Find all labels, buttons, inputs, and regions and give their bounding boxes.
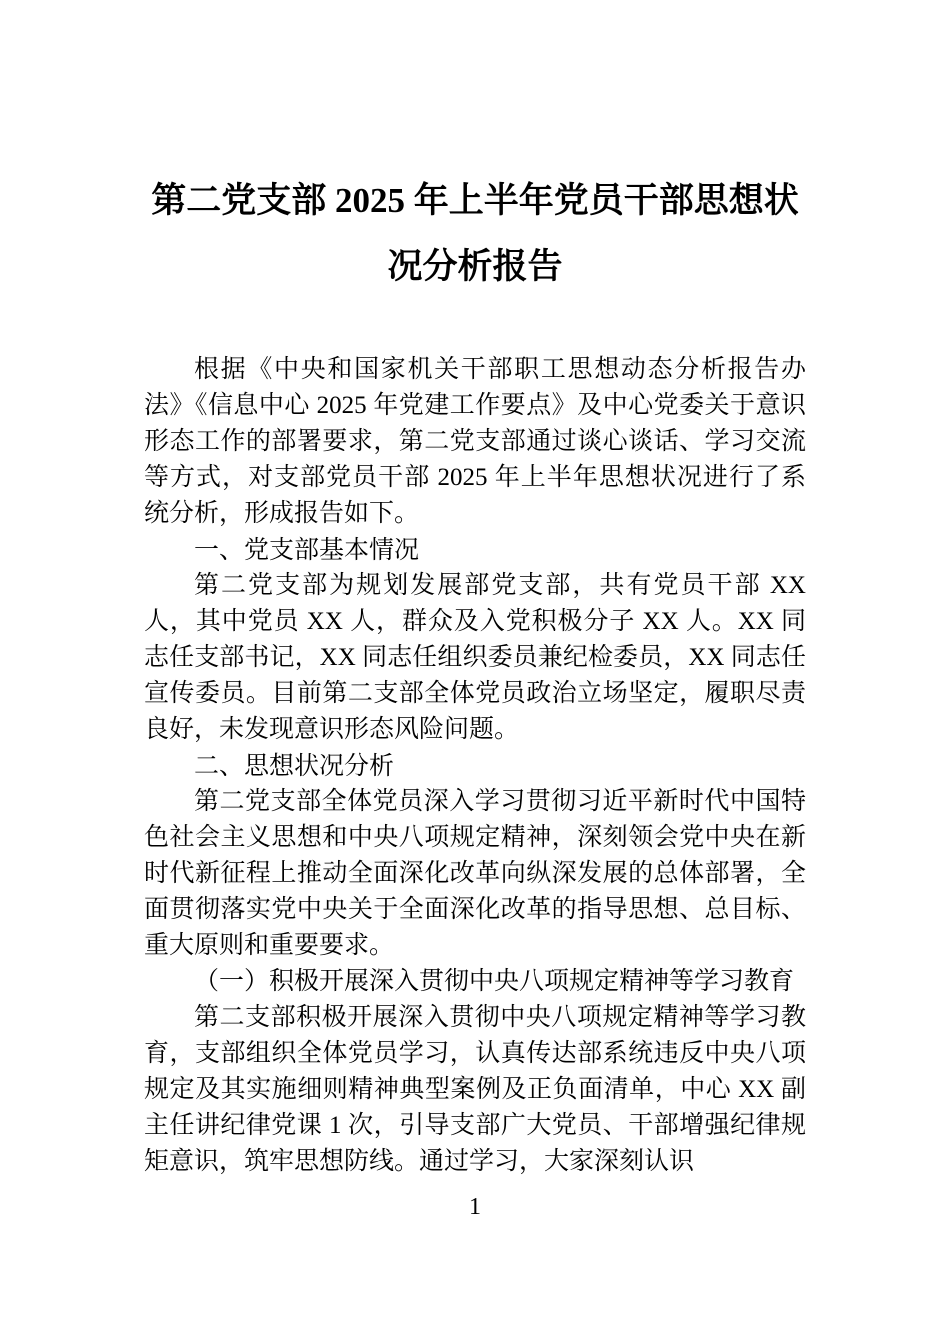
page-number: 1 [469, 1194, 481, 1220]
paragraph-introduction: 根据《中央和国家机关干部职工思想动态分析报告办法》《信息中心 2025 年党建工作要点》及中心党委关于意识形态工作的部署要求，第二党支部通过谈心谈话、学习交流等方式，对支部党员干部 2025 年上半年思想状况进行了系统分析，形成报告如下。 [144, 356, 806, 527]
paragraph-ideology-overview: 第二党支部全体党员深入学习贯彻习近平新时代中国特色社会主义思想和中央八项规定精神，深刻领会党中央在新时代新征程上推动全面深化改革向纵深发展的总体部署，全面贯彻落实党中央关于全面深化改革的指导思想、总目标、重大原则和重要要求。 [144, 788, 806, 959]
section-heading-ideology-analysis: 二、思想状况分析 [194, 752, 395, 780]
paragraph-education-detail: 第二支部积极开展深入贯彻中央八项规定精神等学习教育，支部组织全体党员学习，认真传达部系统违反中央八项规定及其实施细则精神典型案例及正负面清单，中心 XX 副主任讲纪律党课 1 次，引导支部广大党员、干部增强纪律规矩意识，筑牢思想防线。通过学习，大家深刻认识 [144, 1004, 806, 1175]
document-title [144, 168, 806, 300]
document-body [144, 352, 806, 1180]
subsection-heading-education: （一）积极开展深入贯彻中央八项规定精神等学习教育 [194, 968, 795, 995]
document-title-line-1: 第二党支部 2025 年上半年党员干部思想状 [151, 181, 799, 220]
paragraph-branch-overview: 第二党支部为规划发展部党支部，共有党员干部 XX 人，其中党员 XX 人，群众及入党积极分子 XX 人。XX 同志任支部书记，XX 同志任组织委员兼纪检委员，XX 同志任宣传委员。目前第二支部全体党员政治立场坚定，履职尽责良好，未发现意识形态风险问题。 [144, 572, 806, 743]
section-heading-basic-situation: 一、党支部基本情况 [194, 536, 420, 564]
document-title-line-2: 况分析报告 [387, 247, 563, 286]
